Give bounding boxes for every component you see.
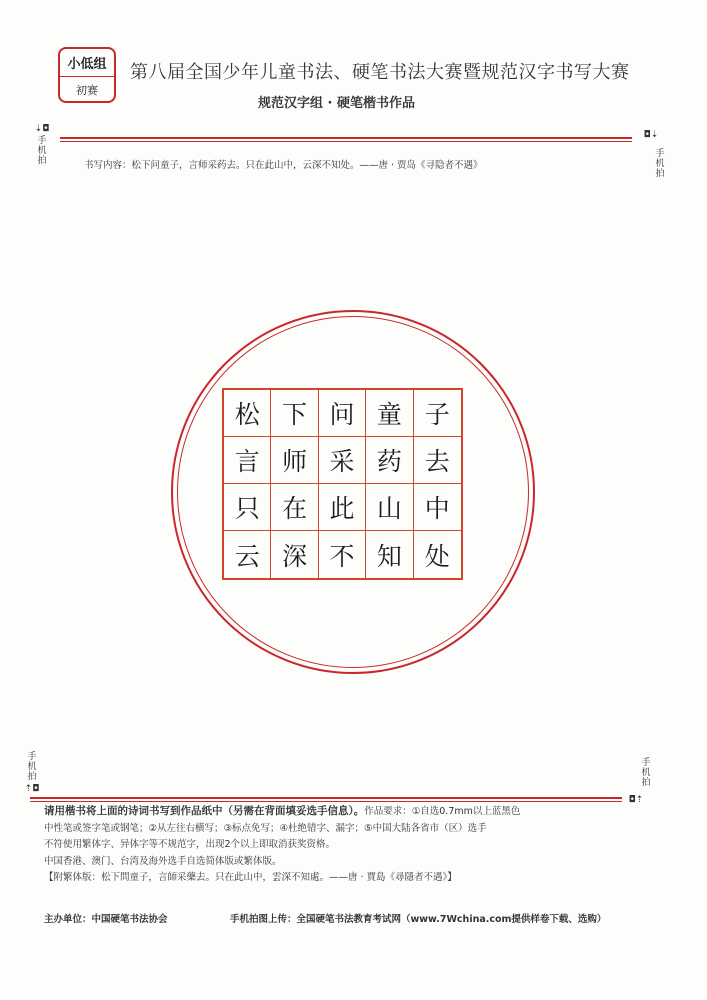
side-marker-bottom-left: [22, 752, 42, 794]
grid-cell: 师: [271, 437, 318, 484]
top-rule: [60, 137, 632, 139]
camera-icon: ◘⇡: [628, 795, 644, 805]
grid-cell: 子: [414, 390, 461, 437]
grid-cell: 采: [319, 437, 366, 484]
grid-cell: 处: [424, 541, 450, 571]
instructions-lead: 请用楷书将上面的诗词书写到作品纸中（另需在背面填妥选手信息）。: [44, 805, 365, 817]
side-marker-label: 手机拍: [655, 149, 665, 179]
grid-cell: 深: [271, 531, 318, 578]
grid-cell: 中: [414, 484, 461, 531]
badge-group-label: 小低组: [60, 49, 114, 77]
calligraphy-grid: [222, 388, 463, 580]
instructions-line-1: [44, 803, 644, 821]
grid-cell: 松: [224, 390, 271, 437]
grid-cell: 此: [319, 484, 366, 531]
grid-cell: 下: [271, 390, 318, 437]
instructions-line-2: 中性笔或签字笔或钢笔；②从左往右横写；③标点免写；④杜绝错字、漏字；⑤中国大陆各省市（区）选手: [44, 822, 487, 834]
instructions-line-4: 中国香港、澳门、台湾及海外选手自选简体版或繁体版。: [44, 855, 282, 867]
grid-cell: 在: [271, 484, 318, 531]
grid-cell: 童: [366, 390, 413, 437]
side-marker-label: 手机拍: [641, 758, 651, 788]
side-marker-top-right: [641, 130, 661, 140]
writing-content-line: 书写内容：松下问童子，言师采药去。只在此山中，云深不知处。——唐 · 贾岛《寻隐者不遇》: [84, 160, 483, 171]
camera-icon: ◘⇣: [643, 130, 659, 140]
organizer-text: 主办单位：中国硬笔书法协会: [44, 914, 168, 925]
bottom-rule: [30, 797, 622, 799]
top-rule-thin: [60, 141, 632, 142]
side-marker-top-left: [32, 124, 52, 166]
grid-cell: 药: [366, 437, 413, 484]
grid-cell: 云: [224, 531, 271, 578]
grid-cell: 知: [366, 531, 413, 578]
camera-icon: ⇡◘: [24, 784, 40, 794]
side-marker-label: 手机拍: [27, 752, 37, 782]
grid-cell: 山: [366, 484, 413, 531]
page-subtitle: 规范汉字组 · 硬笔楷书作品: [258, 96, 415, 111]
camera-icon: ⇣◘: [34, 124, 50, 134]
instructions-block: [44, 803, 644, 887]
instructions-line-3: 不符使用繁体字、异体字等不规范字，出现2个以上即取消获奖资格。: [44, 839, 336, 850]
bottom-rule-thin: [30, 801, 622, 802]
badge-round-label: 初赛: [76, 83, 98, 97]
grid-cell: 去: [414, 437, 461, 484]
side-marker-top-right-label: [650, 149, 670, 179]
grid-cell: 不: [319, 531, 366, 578]
grid-cell: 言: [224, 437, 271, 484]
group-badge: [58, 47, 116, 103]
page-title: 第八届全国少年儿童书法、硬笔书法大赛暨规范汉字书写大赛: [130, 62, 630, 83]
upload-text: 手机拍图上传：全国硬笔书法教育考试网（www.7Wchina.com提供样卷下载、选购）: [230, 914, 607, 925]
grid-cell: 问: [319, 390, 366, 437]
instructions-line-5: 【附繁体版：松下問童子，言師采藥去。只在此山中，雲深不知處。——唐 · 賈島《尋隱者不遇》】: [44, 872, 457, 883]
grid-cell: 只: [224, 484, 271, 531]
instructions-requirements: 作品要求：①自选0.7mm以上蓝黑色: [364, 806, 521, 817]
side-marker-bottom-right: [636, 758, 656, 788]
side-marker-label: 手机拍: [37, 136, 47, 166]
